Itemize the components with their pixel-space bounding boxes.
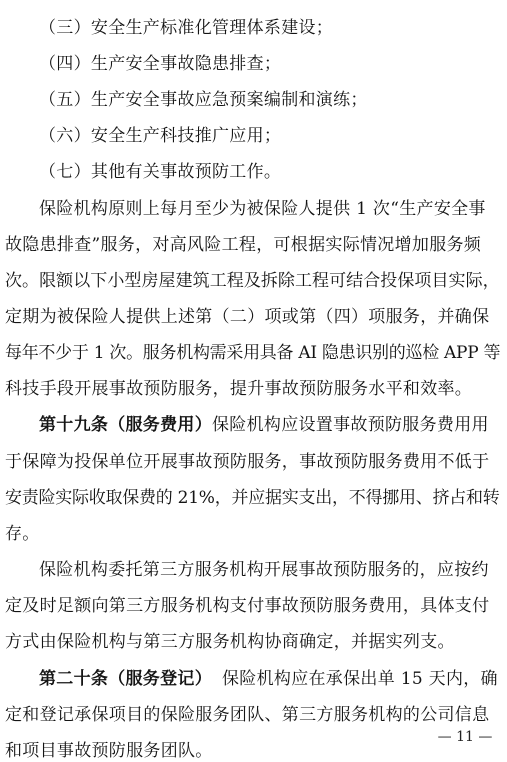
list-item [0,17,507,39]
paragraph-text: 每年不少于 1 次。服务机构需采用具备 AI 隐患识别的巡检 APP 等 [5,343,501,363]
paragraph-text: 定和登记承保项目的保险服务团队、第三方服务机构的公司信息 [5,705,490,725]
paragraph-line [0,270,507,292]
paragraph-text: 保险机构应设置事故预防服务费用用 [212,415,489,435]
paragraph-line [0,378,507,400]
article-19-line [0,414,507,436]
paragraph-text: 于保障为投保单位开展事故预防服务，事故预防服务费用不低于 [5,452,490,472]
paragraph-line [0,631,507,653]
list-item [0,125,507,147]
article-19-heading: 第十九条（服务费用） [39,415,212,435]
paragraph-line [0,487,507,509]
paragraph-text: 存。 [5,524,40,544]
paragraph-text: 定及时足额向第三方服务机构支付事故预防服务费用，具体支付 [5,596,490,616]
paragraph-line [0,559,507,581]
paragraph-line [0,523,507,545]
paragraph-text: 方式由保险机构与第三方服务机构协商确定，并据实列支。 [5,632,455,652]
list-item [0,53,507,75]
paragraph-text: 定期为被保险人提供上述第（二）项或第（四）项服务，并确保 [5,307,490,327]
paragraph-line [0,306,507,328]
list-item-text: （七）其他有关事故预防工作。 [39,162,282,182]
paragraph-line [0,595,507,617]
paragraph-line [0,198,507,220]
list-item-text: （六）安全生产科技推广应用； [39,126,282,146]
article-20-heading: 第二十条（服务登记） [39,669,212,689]
paragraph-text: 保险机构原则上每月至少为被保险人提供 1 次“生产安全事 [39,199,486,219]
list-item-text: （三）安全生产标准化管理体系建设； [39,18,334,38]
paragraph-line [0,342,507,364]
article-20-line [0,668,507,690]
paragraph-line [0,234,507,256]
paragraph-text: 次。限额以下小型房屋建筑工程及拆除工程可结合投保项目实际， [5,271,500,291]
paragraph-text: 安责险实际收取保费的 21%，并应据实支出，不得挪用、挤占和转 [5,488,500,508]
paragraph-text: 保险机构委托第三方服务机构开展事故预防服务的，应按约 [39,560,489,580]
paragraph-text: 科技手段开展事故预防服务，提升事故预防服务水平和效率。 [5,379,473,399]
list-item-text: （五）生产安全事故应急预案编制和演练； [39,90,368,110]
list-item-text: （四）生产安全事故隐患排查； [39,54,282,74]
paragraph-line [0,451,507,473]
page-number: — 11 — [437,729,493,745]
paragraph-text: 故隐患排查”服务，对高风险工程，可根据实际情况增加服务频 [5,235,482,255]
paragraph-text: 保险机构应在承保出单 15 天内，确 [222,669,498,689]
paragraph-text: 和项目事故预防服务团队。 [5,741,213,761]
list-item [0,161,507,183]
paragraph-line [0,704,507,726]
list-item [0,89,507,111]
